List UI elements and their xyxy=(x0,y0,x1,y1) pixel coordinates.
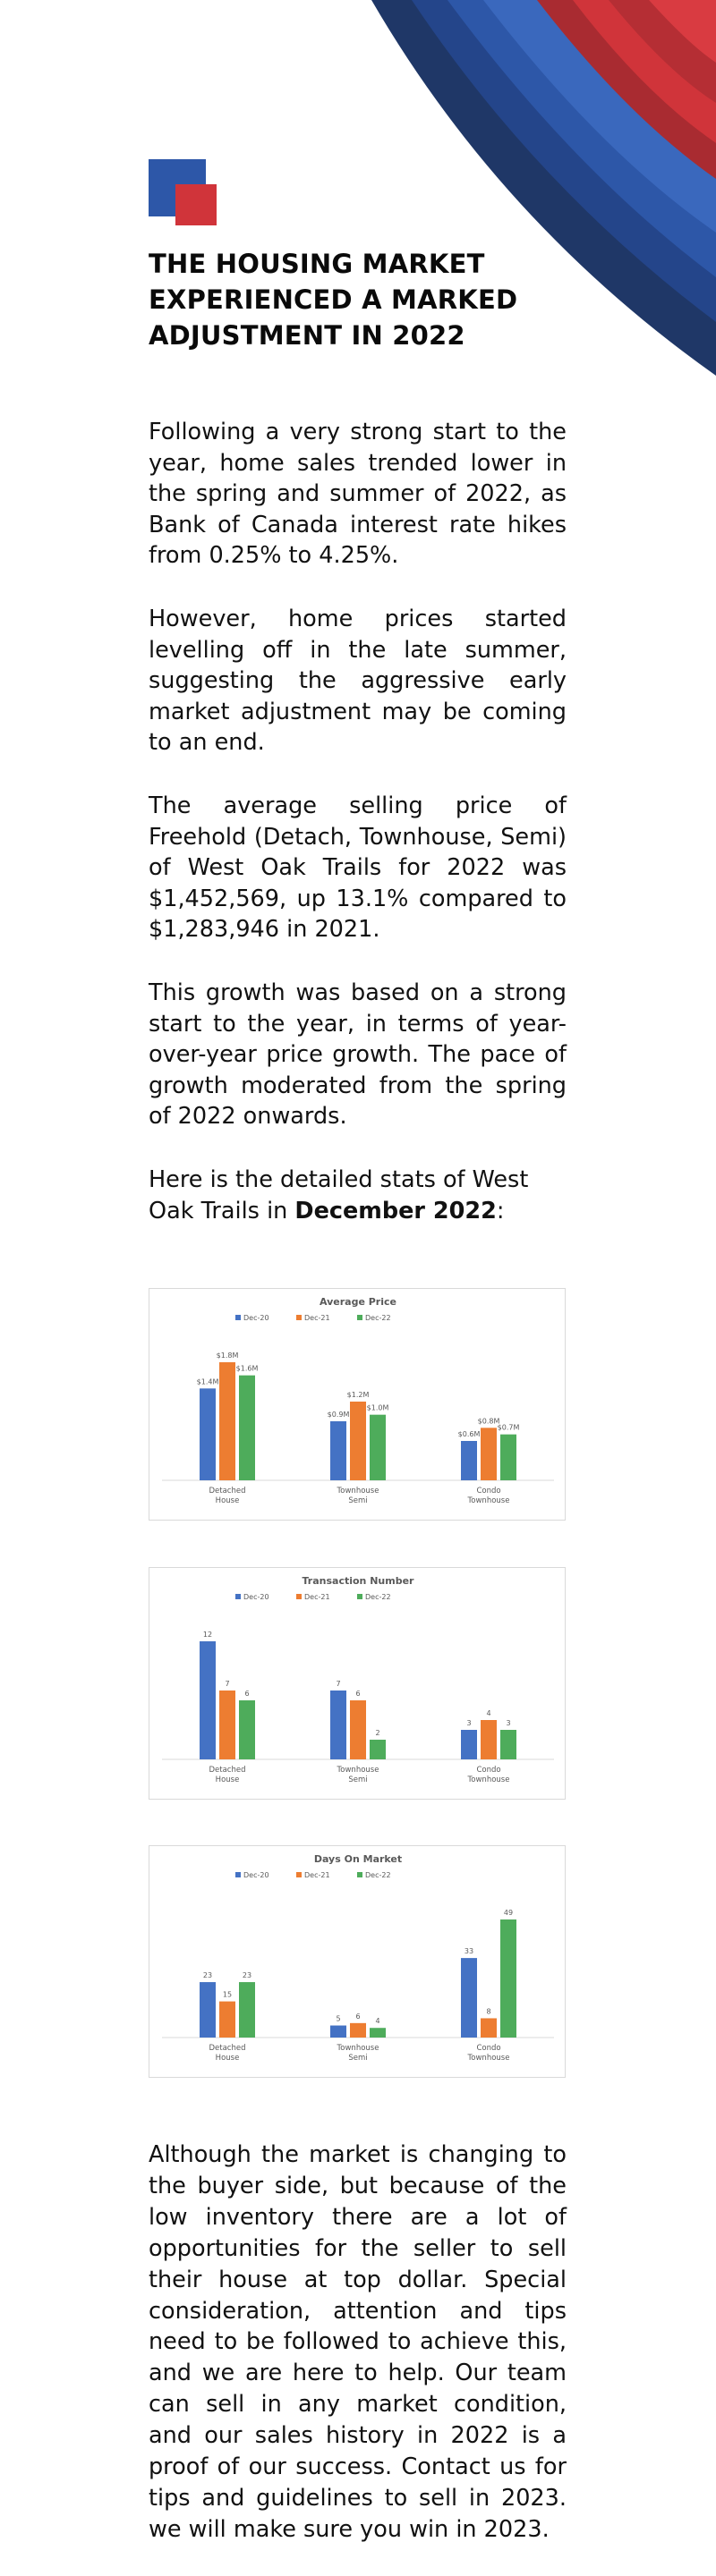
bar-0-0 xyxy=(200,1982,216,2038)
chart-title: Average Price xyxy=(319,1296,397,1308)
bar-2-1 xyxy=(370,1415,386,1480)
chart-title: Transaction Number xyxy=(302,1575,414,1587)
data-label-2-2: 49 xyxy=(503,1909,514,1917)
bar-0-2 xyxy=(461,1441,477,1480)
category-label-1-0: Townhouse xyxy=(337,2044,379,2053)
bar-1-0 xyxy=(219,2002,235,2038)
logo-red-square xyxy=(175,184,217,225)
legend-swatch-1 xyxy=(296,1594,302,1599)
legend-label-2: Dec-22 xyxy=(365,1314,391,1322)
data-label-1-0: 7 xyxy=(225,1680,230,1688)
data-label-1-1: $1.2M xyxy=(346,1391,370,1399)
intro-paragraph: Following a very strong start to the year, home sales trended lower in the spring and summer of 2022, as Bank of Canada interest rate hikes from 0.25% to 4.25%. xyxy=(149,419,567,569)
days-on-market-chart-svg xyxy=(149,1846,567,2079)
bar-1-2 xyxy=(481,1428,497,1480)
bar-1-1 xyxy=(350,1700,366,1759)
legend-swatch-0 xyxy=(235,1594,241,1599)
legend-swatch-2 xyxy=(357,1594,362,1599)
bar-0-0 xyxy=(200,1641,216,1759)
legend-swatch-2 xyxy=(357,1315,362,1320)
data-label-0-1: $0.9M xyxy=(327,1411,350,1419)
chart-title: Days On Market xyxy=(313,1853,403,1865)
bar-1-2 xyxy=(481,1720,497,1759)
bar-2-0 xyxy=(239,1376,255,1480)
title-line-1: THE HOUSING MARKET xyxy=(149,249,485,279)
legend-label-0: Dec-20 xyxy=(243,1871,269,1879)
data-label-1-0: 15 xyxy=(222,1990,233,1999)
page-title xyxy=(149,246,569,353)
data-label-0-0: 12 xyxy=(202,1631,213,1639)
bar-2-2 xyxy=(500,1919,516,2038)
logo-mark xyxy=(149,159,217,227)
bar-0-0 xyxy=(200,1388,216,1480)
bar-1-2 xyxy=(481,2018,497,2038)
title-line-2: EXPERIENCED A MARKED xyxy=(149,284,518,315)
data-label-0-2: 3 xyxy=(466,1719,472,1727)
data-label-2-1: 2 xyxy=(375,1729,380,1737)
bar-0-2 xyxy=(461,1730,477,1759)
stats-intro-paragraph xyxy=(149,1165,567,1226)
data-label-2-0: 23 xyxy=(242,1971,252,1980)
category-label-1-1: Semi xyxy=(348,2054,368,2063)
data-label-0-1: 7 xyxy=(336,1680,341,1688)
legend-label-1: Dec-21 xyxy=(304,1871,330,1879)
legend-swatch-0 xyxy=(235,1315,241,1320)
legend-swatch-2 xyxy=(357,1872,362,1877)
average-price-paragraph: The average selling price of Freehold (Detach, Townhouse, Semi) of West Oak Trails for 2022 was $1,452,569, up 13.1% compared to $1,283,946 in 2021. xyxy=(149,792,567,943)
days-on-market-chart xyxy=(149,1845,566,2078)
data-label-2-2: $0.7M xyxy=(497,1423,520,1432)
data-label-2-0: 6 xyxy=(244,1690,250,1698)
data-label-0-2: 33 xyxy=(464,1947,474,1956)
category-label-0-0: Detached xyxy=(209,2044,246,2053)
bar-0-1 xyxy=(330,1690,346,1759)
data-label-0-2: $0.6M xyxy=(457,1430,481,1438)
category-label-0-1: House xyxy=(215,1775,240,1784)
stats-intro-colon: : xyxy=(496,1197,505,1224)
data-label-1-2: 8 xyxy=(486,2007,491,2016)
data-label-0-0: $1.4M xyxy=(196,1377,219,1386)
category-label-2-1: Townhouse xyxy=(467,2054,510,2063)
title-line-3: ADJUSTMENT IN 2022 xyxy=(149,320,465,351)
category-label-0-0: Detached xyxy=(209,1766,246,1775)
bar-2-1 xyxy=(370,1740,386,1759)
transaction-number-chart xyxy=(149,1567,566,1800)
legend-label-0: Dec-20 xyxy=(243,1593,269,1601)
data-label-2-2: 3 xyxy=(506,1719,511,1727)
bar-2-1 xyxy=(370,2028,386,2038)
category-label-2-1: Townhouse xyxy=(467,1775,510,1784)
category-label-0-1: House xyxy=(215,1496,240,1505)
data-label-1-1: 6 xyxy=(355,1690,361,1698)
average-price-chart xyxy=(149,1288,566,1521)
legend-swatch-1 xyxy=(296,1315,302,1320)
data-label-0-1: 5 xyxy=(336,2014,341,2023)
legend-label-1: Dec-21 xyxy=(304,1314,330,1322)
growth-paragraph: This growth was based on a strong start to the year, in terms of year-over-year price growth. The pace of growth moderated from the spring of 2022 onwards. xyxy=(149,979,567,1130)
bar-0-2 xyxy=(461,1958,477,2038)
bar-1-1 xyxy=(350,2023,366,2038)
bar-2-2 xyxy=(500,1730,516,1759)
category-label-2-0: Condo xyxy=(476,1766,501,1775)
data-label-0-0: 23 xyxy=(202,1971,213,1980)
data-label-2-1: 4 xyxy=(375,2017,380,2026)
prices-paragraph: However, home prices started levelling off in the late summer, suggesting the aggressive early market adjustment may be coming to an end. xyxy=(149,606,567,756)
data-label-2-1: $1.0M xyxy=(366,1403,389,1412)
category-label-2-0: Condo xyxy=(476,1487,501,1496)
data-label-1-0: $1.8M xyxy=(216,1352,239,1360)
category-label-1-0: Townhouse xyxy=(337,1766,379,1775)
stats-intro-date: December 2022 xyxy=(294,1197,497,1224)
category-label-0-1: House xyxy=(215,2054,240,2063)
transaction-number-chart-svg xyxy=(149,1568,567,1801)
category-label-2-1: Townhouse xyxy=(467,1496,510,1505)
average-price-chart-svg xyxy=(149,1289,567,1521)
closing-paragraph: Although the market is changing to the buyer side, but because of the low inventory there are a lot of opportunities for the seller to sell their house at top dollar. Special consideration, attention and tips need to be followed to achieve this, and we are here to help. Our team can sell in any market condition, and our sales history in 2022 is a proof of our success. Contact us for tips and guidelines to sell in 2023. we will make sure you win in 2023. xyxy=(149,2141,567,2543)
legend-label-0: Dec-20 xyxy=(243,1314,269,1322)
bar-0-1 xyxy=(330,2026,346,2038)
bar-2-0 xyxy=(239,1700,255,1759)
bar-1-0 xyxy=(219,1362,235,1480)
bar-2-0 xyxy=(239,1982,255,2038)
legend-swatch-1 xyxy=(296,1872,302,1877)
legend-swatch-0 xyxy=(235,1872,241,1877)
data-label-2-0: $1.6M xyxy=(235,1364,259,1373)
category-label-1-0: Townhouse xyxy=(337,1487,379,1496)
bar-1-0 xyxy=(219,1690,235,1759)
data-label-1-1: 6 xyxy=(355,2012,361,2021)
legend-label-2: Dec-22 xyxy=(365,1593,391,1601)
category-label-2-0: Condo xyxy=(476,2044,501,2053)
bar-0-1 xyxy=(330,1421,346,1480)
bar-1-1 xyxy=(350,1402,366,1480)
legend-label-1: Dec-21 xyxy=(304,1593,330,1601)
legend-label-2: Dec-22 xyxy=(365,1871,391,1879)
category-label-1-1: Semi xyxy=(348,1496,368,1505)
data-label-1-2: 4 xyxy=(486,1709,491,1717)
stats-intro-text: Here is the detailed stats of West Oak Trails in xyxy=(149,1166,529,1224)
data-label-1-2: $0.8M xyxy=(477,1417,500,1426)
category-label-1-1: Semi xyxy=(348,1775,368,1784)
bar-2-2 xyxy=(500,1435,516,1480)
category-label-0-0: Detached xyxy=(209,1487,246,1496)
